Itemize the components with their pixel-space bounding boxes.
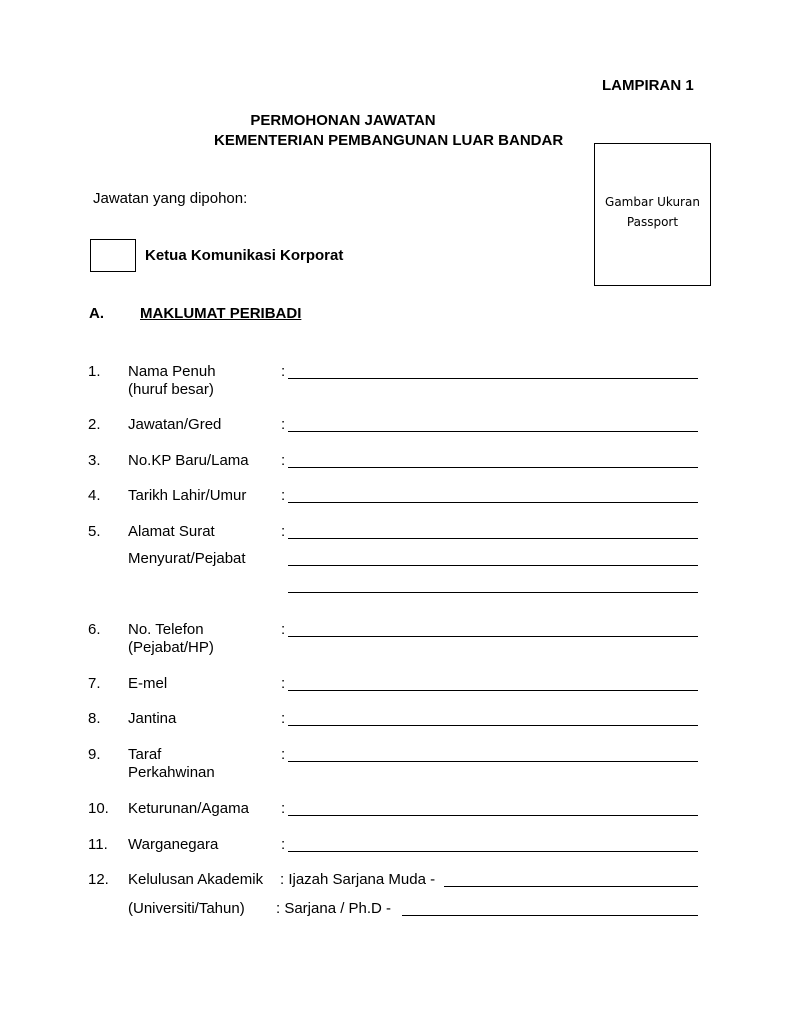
field-number: 4. — [88, 487, 101, 504]
telephone-input-line[interactable] — [288, 636, 698, 637]
passport-photo-box — [594, 143, 711, 286]
attachment-label: LAMPIRAN 1 — [602, 77, 694, 94]
form-title: PERMOHONAN JAWATAN — [250, 112, 436, 129]
field-number: 8. — [88, 710, 101, 727]
field-label: No. Telefon — [128, 621, 204, 638]
address-input-line-2[interactable] — [288, 565, 698, 566]
field-label: Tarikh Lahir/Umur — [128, 487, 247, 504]
field-colon: : — [281, 363, 286, 380]
field-label: Alamat Surat — [128, 523, 215, 540]
passport-photo-label — [595, 192, 710, 232]
ic-number-input-line[interactable] — [288, 467, 698, 468]
field-number: 10. — [88, 800, 109, 817]
field-number: 3. — [88, 452, 101, 469]
position-prompt: Jawatan yang dipohon: — [93, 190, 248, 207]
field-sublabel: (huruf besar) — [128, 381, 214, 398]
field-label: E-mel — [128, 675, 168, 692]
gender-input-line[interactable] — [288, 725, 698, 726]
degree-label: : Ijazah Sarjana Muda - — [280, 871, 436, 888]
race-religion-input-line[interactable] — [288, 815, 698, 816]
field-number: 9. — [88, 746, 101, 763]
postgrad-label: : Sarjana / Ph.D - — [276, 900, 392, 917]
field-label: Taraf — [128, 746, 162, 763]
position-option-label: Ketua Komunikasi Korporat — [145, 247, 344, 264]
field-label: Nama Penuh — [128, 363, 216, 380]
field-number: 2. — [88, 416, 101, 433]
position-checkbox[interactable] — [90, 239, 136, 272]
field-colon: : — [281, 800, 286, 817]
address-input-line-3[interactable] — [288, 592, 698, 593]
email-input-line[interactable] — [288, 690, 698, 691]
birthdate-age-input-line[interactable] — [288, 502, 698, 503]
field-sublabel: Menyurat/Pejabat — [128, 550, 246, 567]
field-sublabel: (Pejabat/HP) — [128, 639, 214, 656]
field-colon: : — [281, 621, 286, 638]
field-number: 1. — [88, 363, 101, 380]
field-colon: : — [281, 836, 286, 853]
section-title: MAKLUMAT PERIBADI — [140, 305, 302, 322]
field-label: Kelulusan Akademik — [128, 871, 264, 888]
field-label: Jantina — [128, 710, 177, 727]
marital-status-input-line[interactable] — [288, 761, 698, 762]
citizenship-input-line[interactable] — [288, 851, 698, 852]
field-label: Warganegara — [128, 836, 219, 853]
field-colon: : — [281, 487, 286, 504]
section-letter: A. — [89, 305, 104, 322]
field-number: 6. — [88, 621, 101, 638]
field-colon: : — [281, 416, 286, 433]
field-colon: : — [281, 523, 286, 540]
field-sublabel: (Universiti/Tahun) — [128, 900, 245, 917]
passport-photo-line1: Gambar Ukuran — [605, 195, 700, 209]
field-label: Jawatan/Gred — [128, 416, 222, 433]
field-number: 12. — [88, 871, 109, 888]
degree-input-line[interactable] — [444, 886, 698, 887]
field-label: No.KP Baru/Lama — [128, 452, 249, 469]
field-number: 11. — [88, 836, 108, 853]
full-name-input-line[interactable] — [288, 378, 698, 379]
ministry-title-text: KEMENTERIAN PEMBANGUNAN LUAR BANDAR — [214, 132, 564, 149]
field-colon: : — [281, 710, 286, 727]
field-number: 7. — [88, 675, 101, 692]
passport-photo-line2: Passport — [626, 215, 679, 229]
field-colon: : — [281, 675, 286, 692]
field-sublabel: Perkahwinan — [128, 764, 215, 781]
field-label: Keturunan/Agama — [128, 800, 249, 817]
field-number: 5. — [88, 523, 101, 540]
field-colon: : — [281, 746, 286, 763]
position-grade-input-line[interactable] — [288, 431, 698, 432]
address-input-line-1[interactable] — [288, 538, 698, 539]
field-colon: : — [281, 452, 286, 469]
postgrad-input-line[interactable] — [402, 915, 698, 916]
